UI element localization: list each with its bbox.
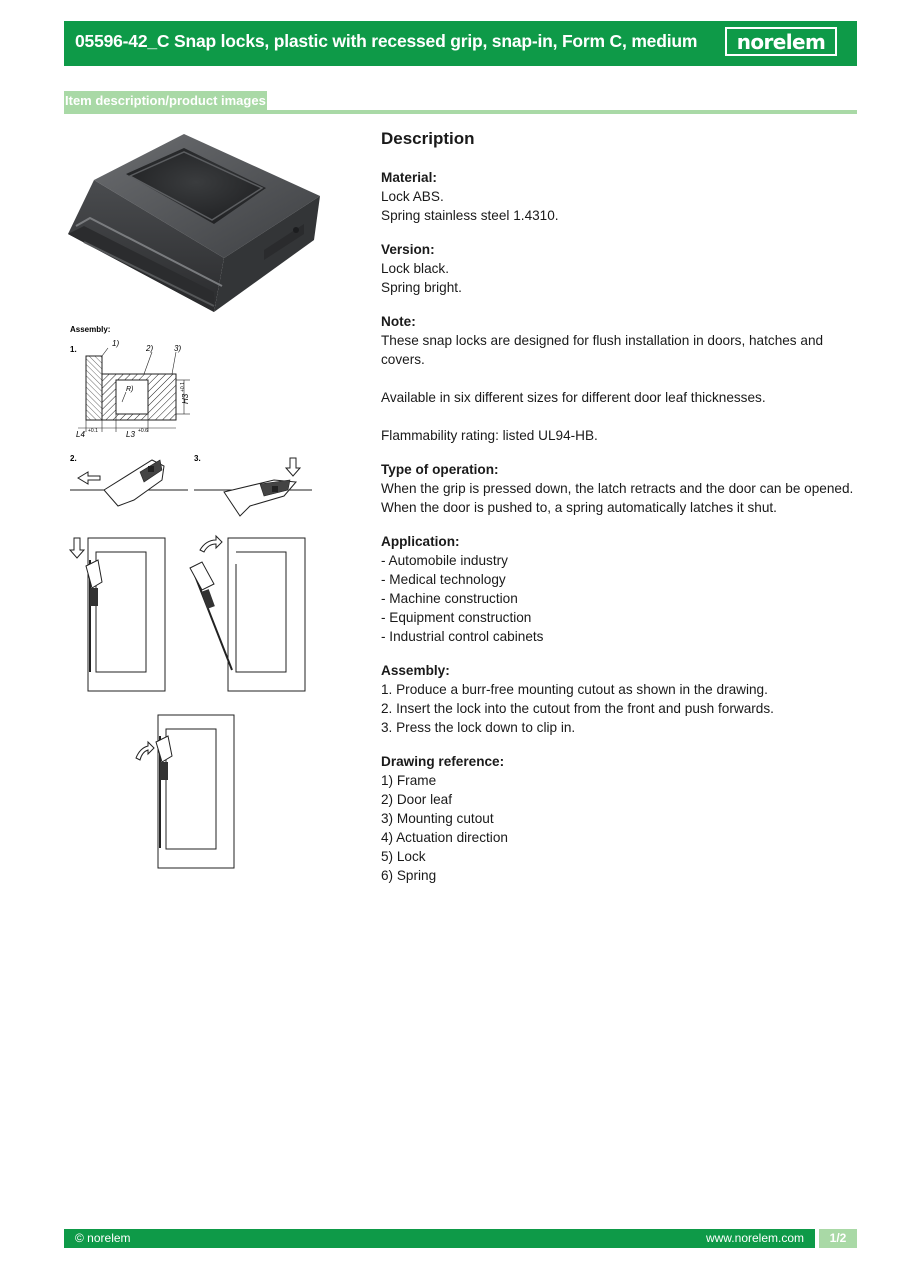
drawing-reference-item: 3) Mounting cutout	[381, 811, 494, 826]
assembly-step: 3. Press the lock down to clip in.	[381, 720, 576, 735]
dim-l4-tol: +0.1	[88, 428, 98, 434]
logo-text: norelem	[736, 29, 826, 54]
dim-l3-label: L3	[126, 430, 135, 439]
application-label: Application:	[381, 534, 460, 549]
application-block	[381, 532, 861, 646]
assembly-drawing	[64, 320, 320, 880]
description-panel	[381, 128, 861, 900]
operation-text: When the grip is pressed down, the latch retracts and the door can be opened. When the door is pushed to, a spring automatically latches it shut.	[381, 481, 854, 515]
assembly-step: 1. Produce a burr-free mounting cutout as shown in the drawing.	[381, 682, 768, 697]
material-block	[381, 168, 861, 225]
note-line: Available in six different sizes for different door leaf thicknesses.	[381, 390, 766, 405]
material-line: Spring stainless steel 1.4310.	[381, 208, 559, 223]
ref-2-label: 2)	[146, 344, 154, 353]
drawing-reference-item: 6) Spring	[381, 868, 437, 883]
note-line: These snap locks are designed for flush installation in doors, hatches and covers.	[381, 333, 824, 367]
page-title: 05596-42_C Snap locks, plastic with recessed grip, snap-in, Form C, medium	[75, 31, 698, 51]
footer-copyright: © norelem	[75, 1231, 131, 1245]
assembly-title: Assembly:	[70, 325, 111, 334]
ref-3-label: 3)	[174, 344, 182, 353]
application-item: - Equipment construction	[381, 610, 532, 625]
section-tab: Item description/product images	[65, 93, 266, 108]
operation-block	[381, 460, 861, 517]
note-block	[381, 312, 861, 445]
assembly-block	[381, 661, 861, 737]
note-label: Note:	[381, 314, 416, 329]
dim-l4-label: L4	[76, 430, 85, 439]
application-item: - Machine construction	[381, 591, 518, 606]
dim-l3-tol: +0.6	[138, 428, 148, 434]
door-opening-drawing	[190, 536, 305, 691]
note-line: Flammability rating: listed UL94-HB.	[381, 428, 598, 443]
version-line: Spring bright.	[381, 280, 462, 295]
page-number: 1/2	[819, 1229, 857, 1248]
section-divider	[64, 110, 857, 114]
ref-1-label: 1)	[112, 339, 120, 348]
material-label: Material:	[381, 170, 437, 185]
operation-label: Type of operation:	[381, 462, 499, 477]
drawing-reference-item: 2) Door leaf	[381, 792, 453, 807]
step-1-label: 1.	[70, 345, 77, 354]
application-item: - Industrial control cabinets	[381, 629, 544, 644]
dim-r-label: R)	[126, 386, 134, 393]
version-line: Lock black.	[381, 261, 450, 276]
footer-url-link[interactable]: www.norelem.com	[705, 1231, 804, 1245]
version-label: Version:	[381, 242, 435, 257]
header-bar	[64, 21, 857, 66]
application-item: - Automobile industry	[381, 553, 508, 568]
drawing-reference-label: Drawing reference:	[381, 754, 505, 769]
step-2-label: 2.	[70, 454, 77, 463]
drawing-reference-item: 5) Lock	[381, 849, 426, 864]
product-image	[64, 130, 324, 315]
description-heading: Description	[381, 129, 475, 148]
version-block	[381, 240, 861, 297]
drawing-reference-item: 4) Actuation direction	[381, 830, 508, 845]
assembly-label: Assembly:	[381, 663, 450, 678]
dim-h3-tol: +0.1	[180, 382, 186, 392]
norelem-logo	[725, 27, 837, 56]
step-3-label: 3.	[194, 454, 201, 463]
dim-h3-label: H3	[181, 393, 190, 404]
drawing-reference-block	[381, 752, 861, 885]
door-closed-drawing	[70, 538, 165, 691]
step-2-drawing	[70, 460, 188, 506]
application-item: - Medical technology	[381, 572, 506, 587]
door-latched-drawing	[136, 715, 234, 868]
footer-bar	[64, 1229, 815, 1248]
step-3-drawing	[194, 458, 312, 516]
drawing-reference-item: 1) Frame	[381, 773, 437, 788]
material-line: Lock ABS.	[381, 189, 444, 204]
cutout-section	[78, 348, 190, 432]
assembly-step: 2. Insert the lock into the cutout from the front and push forwards.	[381, 701, 774, 716]
